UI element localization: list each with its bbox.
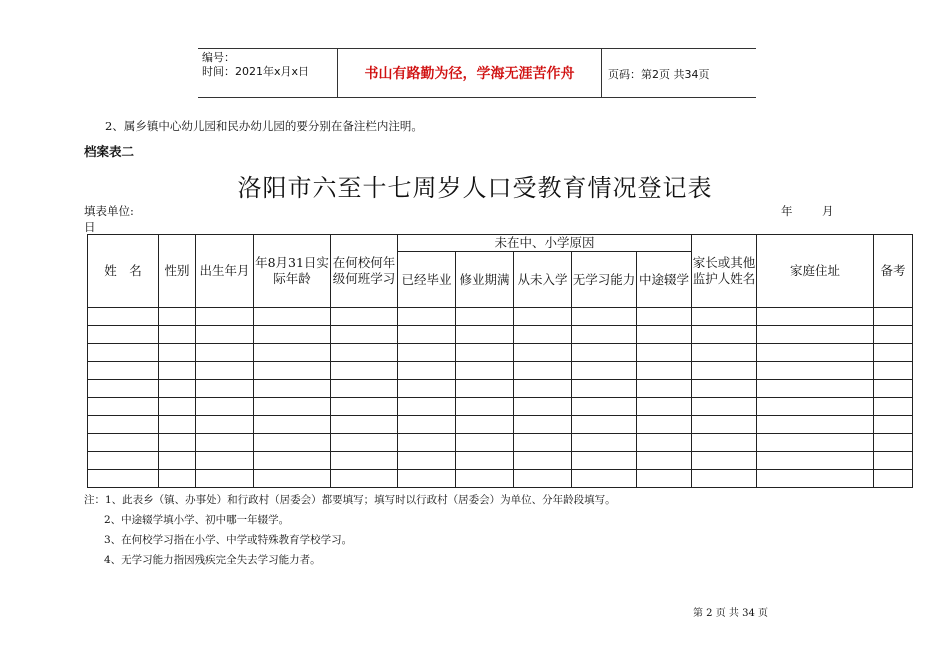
table-cell xyxy=(757,398,874,416)
table-cell xyxy=(572,434,637,452)
table-cell xyxy=(196,470,254,488)
header-name: 姓 名 xyxy=(88,235,159,308)
table-cell xyxy=(514,398,572,416)
table-cell xyxy=(88,326,159,344)
table-cell xyxy=(874,326,913,344)
table-cell xyxy=(88,434,159,452)
month-label: 月 xyxy=(822,204,834,218)
table-cell xyxy=(456,452,514,470)
table-cell xyxy=(196,362,254,380)
table-cell xyxy=(572,416,637,434)
header-dropout: 中途辍学 xyxy=(637,252,692,308)
table-cell xyxy=(159,380,196,398)
table-cell xyxy=(398,326,456,344)
intro-note: 2、属乡镇中心幼儿园和民办幼儿园的要分别在备注栏内注明。 xyxy=(105,119,423,133)
table-cell xyxy=(874,380,913,398)
header-remark: 备考 xyxy=(874,235,913,308)
note-line: 2、中途辍学填小学、初中哪一年辍学。 xyxy=(104,514,290,526)
table-cell xyxy=(88,308,159,326)
table-cell xyxy=(331,398,398,416)
table-cell xyxy=(874,434,913,452)
table-cell xyxy=(254,380,331,398)
table-cell xyxy=(572,380,637,398)
table-cell xyxy=(692,434,757,452)
table-cell xyxy=(572,470,637,488)
table-cell xyxy=(637,416,692,434)
table-cell xyxy=(514,470,572,488)
header-motto: 书山有路勤为径，学海无涯苦作舟 xyxy=(337,49,602,97)
table-cell xyxy=(456,308,514,326)
header-not-in-school: 未在中、小学原因 xyxy=(398,235,692,252)
table-cell xyxy=(398,398,456,416)
table-cell xyxy=(196,398,254,416)
table-cell xyxy=(159,398,196,416)
header-age: 年8月31日实际年龄 xyxy=(254,235,331,308)
table-cell xyxy=(572,326,637,344)
table-cell xyxy=(331,434,398,452)
table-cell xyxy=(514,308,572,326)
table-cell xyxy=(874,398,913,416)
note-line: 3、在何校学习指在小学、中学或特殊教育学校学习。 xyxy=(104,534,353,546)
table-row xyxy=(88,362,913,380)
header-guardian: 家长或其他监护人姓名 xyxy=(692,235,757,308)
table-row xyxy=(88,326,913,344)
section-title: 档案表二 xyxy=(84,144,135,159)
header-meta xyxy=(202,51,338,79)
table-cell xyxy=(692,470,757,488)
table-cell xyxy=(88,344,159,362)
header-graduated: 已经毕业 xyxy=(398,252,456,308)
year-label: 年 xyxy=(781,204,793,218)
table-cell xyxy=(456,416,514,434)
table-cell xyxy=(874,470,913,488)
table-cell xyxy=(874,308,913,326)
table-cell xyxy=(637,326,692,344)
header-gender: 性别 xyxy=(159,235,196,308)
table-cell xyxy=(159,362,196,380)
table-cell xyxy=(254,452,331,470)
table-cell xyxy=(757,434,874,452)
table-cell xyxy=(88,470,159,488)
table-cell xyxy=(456,362,514,380)
registration-table xyxy=(87,234,913,488)
table-cell xyxy=(692,344,757,362)
table-cell xyxy=(874,416,913,434)
table-cell xyxy=(196,326,254,344)
table-row xyxy=(88,434,913,452)
table-cell xyxy=(757,308,874,326)
table-cell xyxy=(637,434,692,452)
table-cell xyxy=(637,380,692,398)
table-cell xyxy=(331,362,398,380)
table-cell xyxy=(159,470,196,488)
table-cell xyxy=(159,326,196,344)
table-cell xyxy=(88,416,159,434)
notes-block xyxy=(84,490,616,570)
page-header xyxy=(198,48,756,98)
table-cell xyxy=(159,344,196,362)
table-cell xyxy=(757,416,874,434)
table-cell xyxy=(159,308,196,326)
table-cell xyxy=(456,398,514,416)
table-cell xyxy=(398,380,456,398)
table-cell xyxy=(196,452,254,470)
table-cell xyxy=(196,434,254,452)
table-cell xyxy=(398,416,456,434)
table-cell xyxy=(514,434,572,452)
table-cell xyxy=(692,326,757,344)
table-cell xyxy=(159,434,196,452)
header-term-full: 修业期满 xyxy=(456,252,514,308)
table-cell xyxy=(874,344,913,362)
table-cell xyxy=(398,344,456,362)
table-cell xyxy=(637,362,692,380)
table-cell xyxy=(254,326,331,344)
table-cell xyxy=(331,380,398,398)
time-label: 时间：2021年x月x日 xyxy=(202,65,310,78)
table-cell xyxy=(514,380,572,398)
table-cell xyxy=(572,344,637,362)
table-cell xyxy=(456,326,514,344)
table-cell xyxy=(757,470,874,488)
table-cell xyxy=(692,362,757,380)
table-cell xyxy=(456,470,514,488)
table-cell xyxy=(196,380,254,398)
table-cell xyxy=(159,416,196,434)
table-cell xyxy=(196,344,254,362)
table-cell xyxy=(572,452,637,470)
table-cell xyxy=(88,452,159,470)
table-cell xyxy=(159,452,196,470)
table-cell xyxy=(398,362,456,380)
day-label: 日 xyxy=(84,220,96,234)
note-line: 注：1、此表乡（镇、办事处）和行政村（居委会）都要填写；填写时以行政村（居委会）为单位、分年龄段填写。 xyxy=(84,494,616,506)
table-row xyxy=(88,416,913,434)
table-cell xyxy=(254,434,331,452)
header-never-enrolled: 从未入学 xyxy=(514,252,572,308)
table-cell xyxy=(88,380,159,398)
form-title: 洛阳市六至十七周岁人口受教育情况登记表 xyxy=(237,174,713,202)
table-cell xyxy=(692,452,757,470)
table-body xyxy=(88,308,913,488)
header-address: 家庭住址 xyxy=(757,235,874,308)
header-birth: 出生年月 xyxy=(196,235,254,308)
table-cell xyxy=(637,452,692,470)
footer-page-number: 第 2 页 共 34 页 xyxy=(693,608,768,619)
table-cell xyxy=(692,380,757,398)
table-cell xyxy=(456,344,514,362)
table-row xyxy=(88,380,913,398)
table-cell xyxy=(757,344,874,362)
table-row xyxy=(88,398,913,416)
code-label: 编号： xyxy=(202,51,235,64)
table-cell xyxy=(196,416,254,434)
table-cell xyxy=(572,398,637,416)
table-cell xyxy=(874,362,913,380)
table-cell xyxy=(398,452,456,470)
table-cell xyxy=(637,470,692,488)
fill-unit-label: 填表单位: xyxy=(84,204,134,218)
table-cell xyxy=(254,344,331,362)
table-cell xyxy=(331,452,398,470)
table-cell xyxy=(692,416,757,434)
table-cell xyxy=(88,362,159,380)
table-row xyxy=(88,308,913,326)
table-cell xyxy=(514,362,572,380)
table-row xyxy=(88,452,913,470)
table-cell xyxy=(254,362,331,380)
table-row xyxy=(88,470,913,488)
table-cell xyxy=(331,344,398,362)
table-cell xyxy=(692,308,757,326)
table-cell xyxy=(331,326,398,344)
table-cell xyxy=(398,470,456,488)
table-cell xyxy=(572,362,637,380)
table-cell xyxy=(757,326,874,344)
table-cell xyxy=(456,380,514,398)
table-cell xyxy=(637,398,692,416)
table-cell xyxy=(572,308,637,326)
table-cell xyxy=(757,380,874,398)
table-cell xyxy=(757,362,874,380)
header-school: 在何校何年级何班学习 xyxy=(331,235,398,308)
table-cell xyxy=(196,308,254,326)
note-line: 4、无学习能力指因残疾完全失去学习能力者。 xyxy=(104,554,321,566)
table-cell xyxy=(254,398,331,416)
table-cell xyxy=(398,434,456,452)
table-cell xyxy=(637,308,692,326)
table-cell xyxy=(398,308,456,326)
table-cell xyxy=(692,398,757,416)
table-cell xyxy=(254,308,331,326)
table-cell xyxy=(331,308,398,326)
table-cell xyxy=(757,452,874,470)
table-cell xyxy=(331,470,398,488)
table-cell xyxy=(456,434,514,452)
table-cell xyxy=(514,326,572,344)
table-row xyxy=(88,344,913,362)
table-cell xyxy=(514,416,572,434)
table-cell xyxy=(331,416,398,434)
header-no-ability: 无学习能力 xyxy=(572,252,637,308)
table-cell xyxy=(874,452,913,470)
table-cell xyxy=(637,344,692,362)
table-cell xyxy=(514,344,572,362)
header-page-label: 页码：第2页 共34页 xyxy=(608,68,710,81)
table-cell xyxy=(88,398,159,416)
table-cell xyxy=(254,416,331,434)
table-cell xyxy=(514,452,572,470)
table-cell xyxy=(254,470,331,488)
